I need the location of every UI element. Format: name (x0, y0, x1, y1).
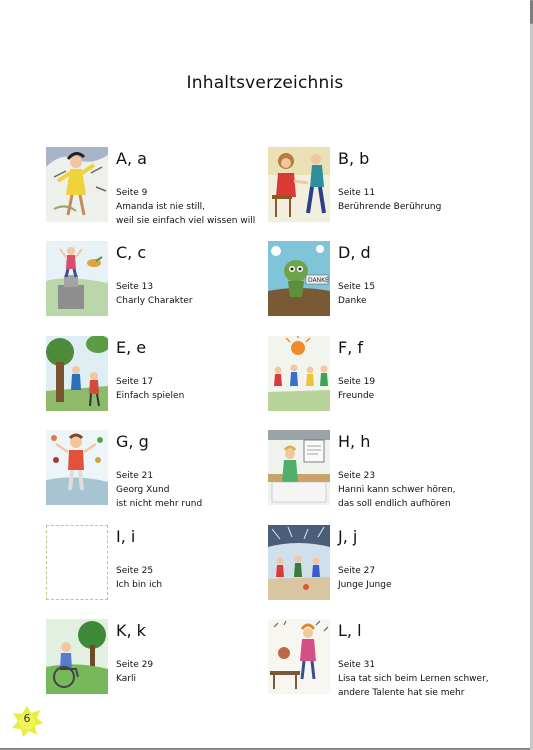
toc-entry-i[interactable] (46, 525, 276, 605)
caption-line: Danke (338, 296, 367, 306)
toc-entry-f[interactable] (268, 336, 498, 416)
toc-page-ref: Seite 25 (116, 566, 154, 576)
toc-letter: I, i (116, 527, 136, 546)
toc-letter: J, j (338, 527, 358, 546)
caption-line: Charly Charakter (116, 296, 193, 306)
caption-line: Hanni kann schwer hören, (338, 485, 456, 495)
toc-page-ref: Seite 15 (338, 282, 376, 292)
illustration-l (268, 619, 330, 694)
caption-line: Georg Xund (116, 485, 170, 495)
empty-picture-frame (46, 525, 108, 600)
caption-line: Lisa tat sich beim Lernen schwer, (338, 674, 489, 684)
caption-line: weil sie einfach viel wissen will (116, 216, 256, 226)
toc-letter: E, e (116, 338, 147, 357)
caption-line: Karli (116, 674, 136, 684)
illustration-g (46, 430, 108, 505)
caption-line: ist nicht mehr rund (116, 499, 203, 509)
toc-letter: L, l (338, 621, 362, 640)
toc-letter: D, d (338, 243, 371, 262)
illustration-c (46, 241, 108, 316)
toc-entry-h[interactable] (268, 430, 498, 510)
page-number: 6 (23, 712, 31, 725)
illustration-a (46, 147, 108, 222)
page-title: Inhaltsverzeichnis (186, 73, 344, 93)
toc-caption (338, 672, 508, 700)
caption-line: Einfach spielen (116, 391, 185, 401)
toc-letter: B, b (338, 149, 370, 168)
illustration-f (268, 336, 330, 411)
illustration-h (268, 430, 330, 505)
toc-letter: C, c (116, 243, 147, 262)
toc-page-ref: Seite 27 (338, 566, 376, 576)
toc-caption (338, 578, 508, 592)
toc-page-ref: Seite 21 (116, 471, 154, 481)
svg-text:DANKE: DANKE (308, 277, 329, 284)
caption-line: das soll endlich aufhören (338, 499, 451, 509)
toc-page-ref: Seite 23 (338, 471, 376, 481)
toc-letter: K, k (116, 621, 146, 640)
illustration-k (46, 619, 108, 694)
toc-caption (116, 578, 286, 592)
toc-caption (338, 294, 508, 308)
toc-caption (338, 200, 508, 214)
toc-entry-j[interactable] (268, 525, 498, 605)
toc-entry-c[interactable] (46, 241, 276, 321)
toc-page-ref: Seite 31 (338, 660, 376, 670)
toc-caption (116, 483, 286, 511)
toc-page-ref: Seite 13 (116, 282, 154, 292)
toc-caption (116, 294, 286, 308)
toc-letter: H, h (338, 432, 371, 451)
caption-line: Ich bin ich (116, 580, 163, 590)
toc-letter: A, a (116, 149, 147, 168)
illustration-d (268, 241, 330, 316)
toc-page-ref: Seite 29 (116, 660, 154, 670)
toc-page-ref: Seite 17 (116, 377, 154, 387)
toc-entry-b[interactable] (268, 147, 498, 227)
toc-entry-k[interactable] (46, 619, 276, 699)
toc-letter: G, g (116, 432, 149, 451)
illustration-j (268, 525, 330, 600)
toc-entry-e[interactable] (46, 336, 276, 416)
toc-caption (116, 672, 286, 686)
caption-line: Freunde (338, 391, 375, 401)
toc-caption (338, 389, 508, 403)
toc-page-ref: Seite 19 (338, 377, 376, 387)
toc-caption (338, 483, 508, 511)
toc-letter: F, f (338, 338, 364, 357)
illustration-b (268, 147, 330, 222)
toc-entry-a[interactable] (46, 147, 276, 227)
toc-caption (116, 389, 286, 403)
toc-entry-l[interactable] (268, 619, 498, 699)
toc-page-ref: Seite 11 (338, 188, 376, 198)
caption-line: Junge Junge (338, 580, 392, 590)
caption-line: andere Talente hat sie mehr (338, 688, 465, 698)
toc-entry-g[interactable] (46, 430, 276, 510)
toc-entry-d[interactable] (268, 241, 498, 321)
caption-line: Amanda ist nie still, (116, 202, 205, 212)
toc-caption (116, 200, 286, 228)
caption-line: Berührende Berührung (338, 202, 442, 212)
toc-page-ref: Seite 9 (116, 188, 148, 198)
illustration-e (46, 336, 108, 411)
